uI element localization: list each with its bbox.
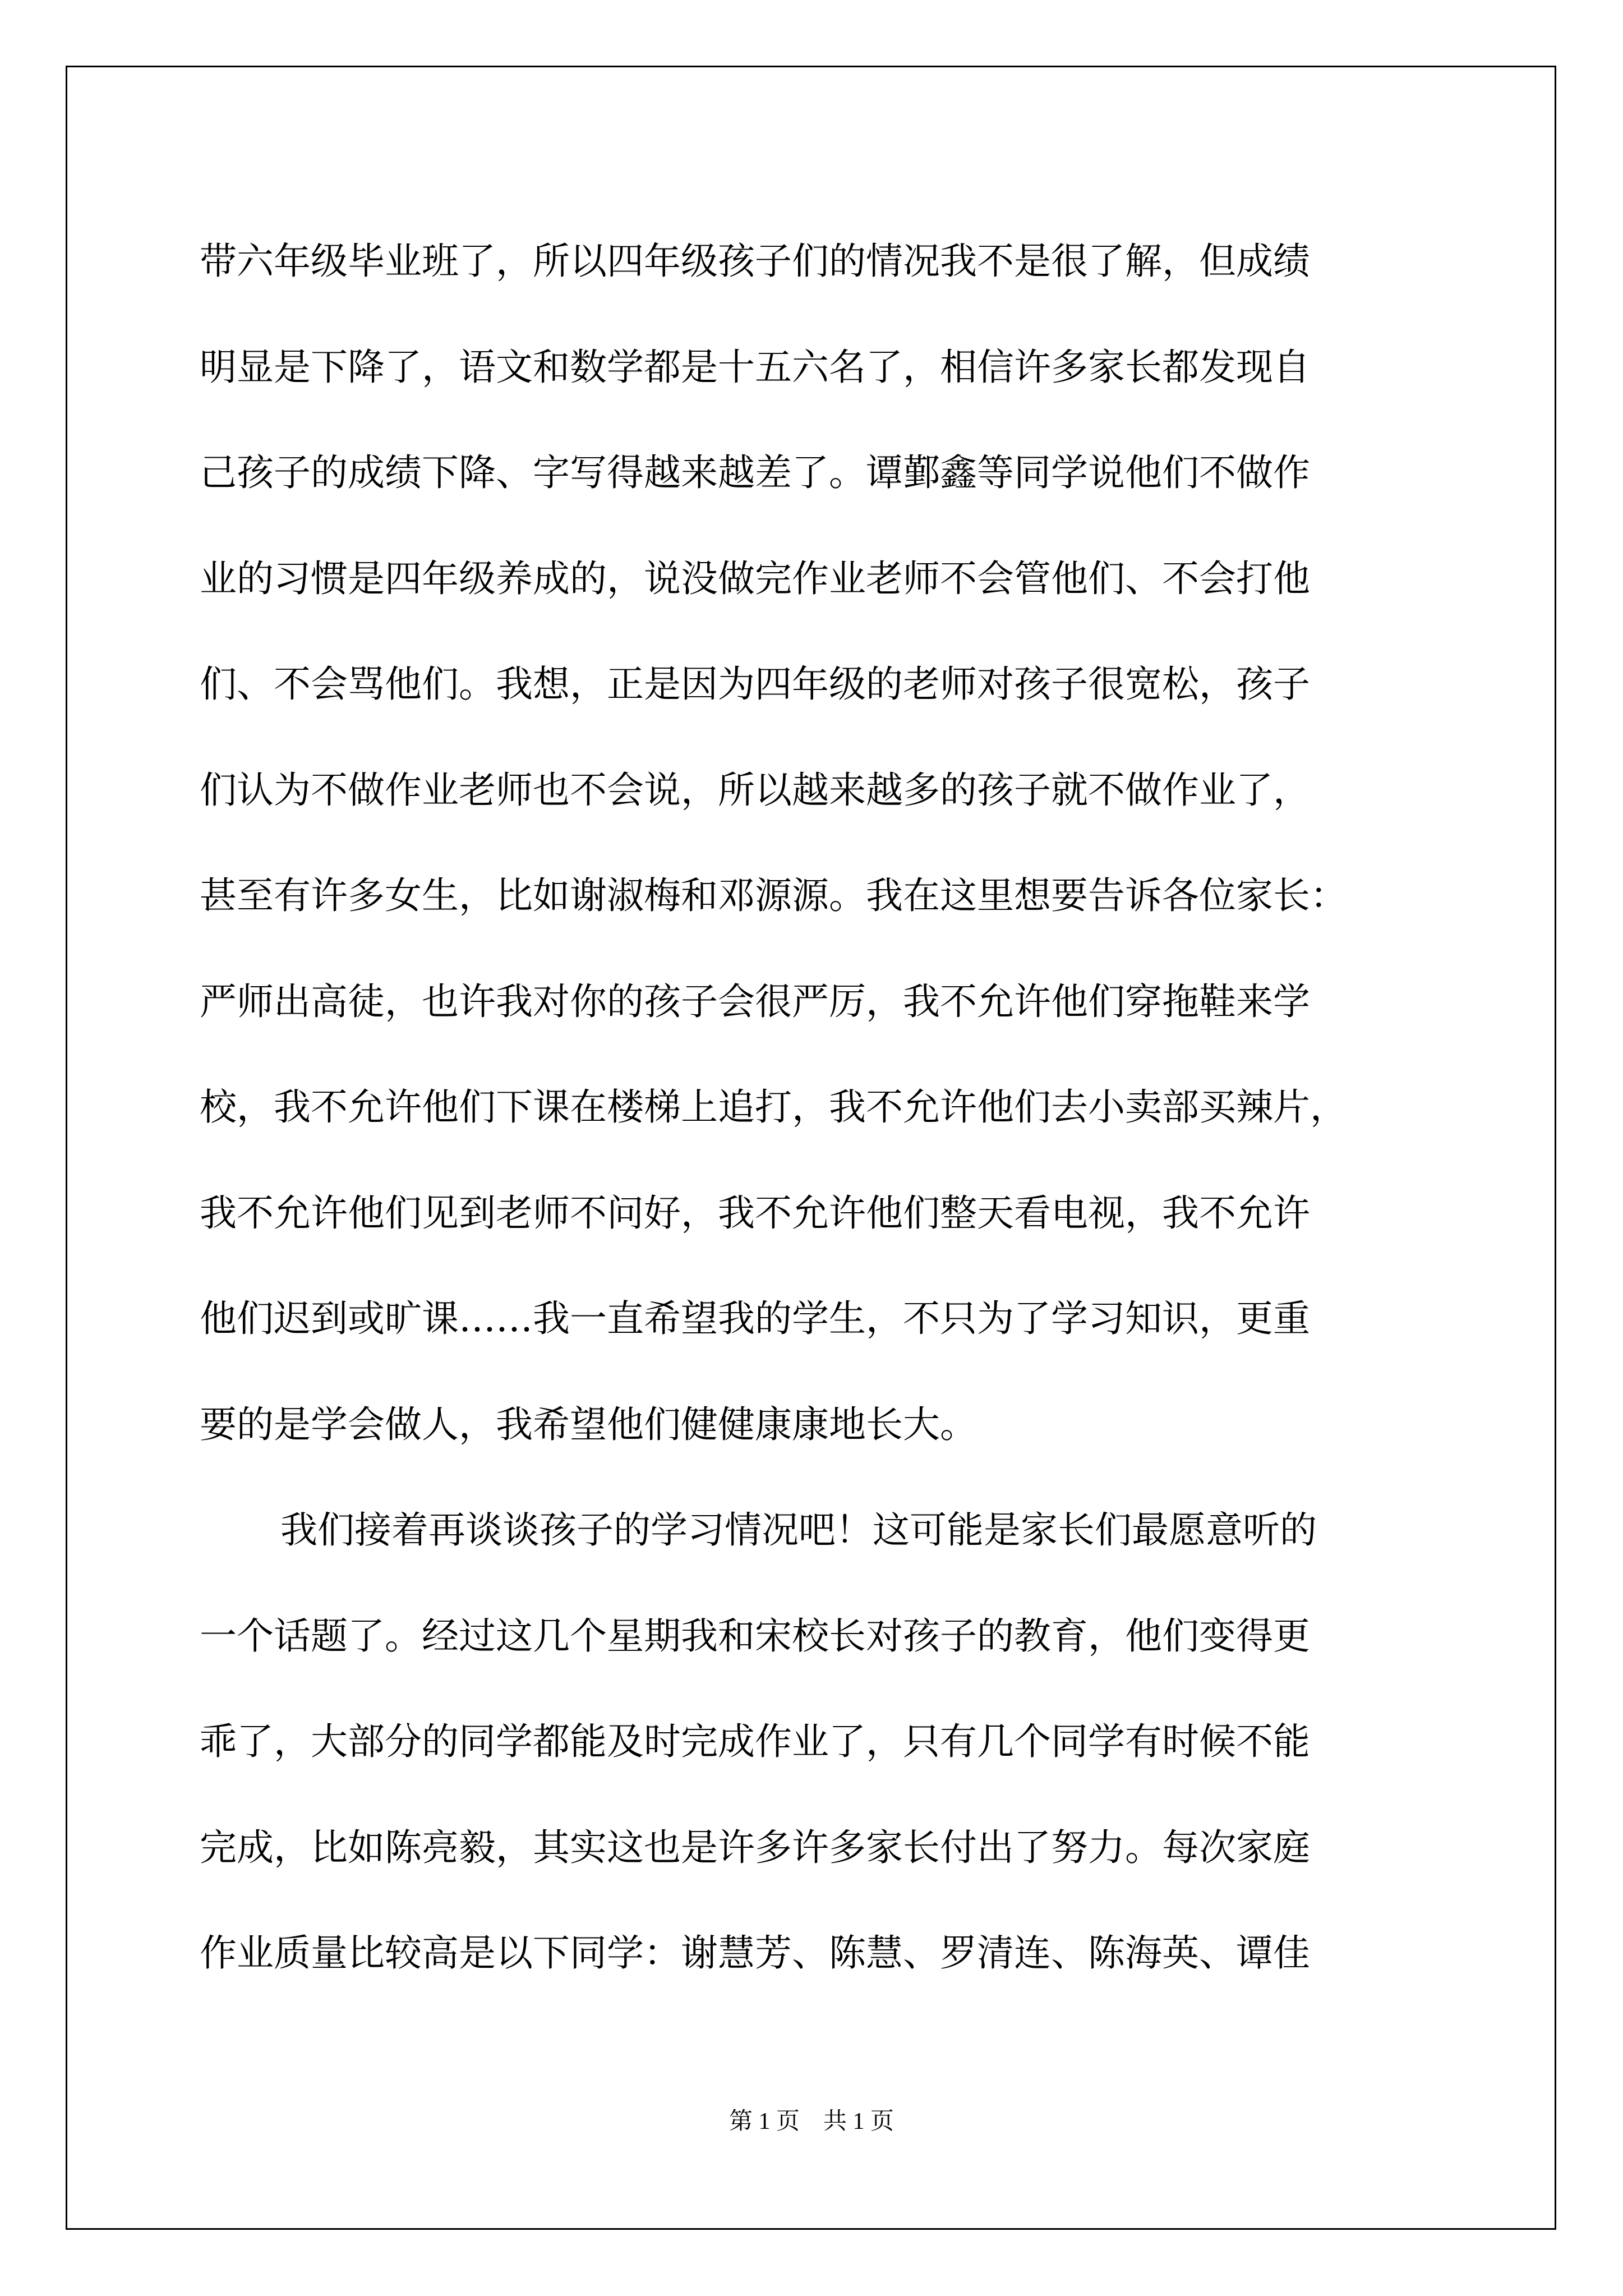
text-line: 们认为不做作业老师也不会说，所以越来越多的孩子就不做作业了， — [200, 768, 1310, 812]
text-line: 明显是下降了，语文和数学都是十五六名了，相信许多家长都发现自 — [200, 345, 1310, 389]
page-footer: 第 1 页 共 1 页 — [728, 2109, 894, 2134]
text-line: 要的是学会做人，我希望他们健健康康地长大。 — [200, 1402, 977, 1446]
text-line: 乖了，大部分的同学都能及时完成作业了，只有几个同学有时候不能 — [200, 1720, 1310, 1763]
text-line: 甚至有许多女生，比如谢淑梅和邓源源。我在这里想要告诉各位家长： — [200, 874, 1347, 917]
text-line: 校，我不允许他们下课在楼梯上追打，我不允许他们去小卖部买辣片， — [200, 1085, 1347, 1129]
text-line: 他们迟到或旷课……我一直希望我的学生，不只为了学习知识，更重 — [200, 1297, 1310, 1340]
document-body — [200, 209, 1425, 2007]
text-line: 一个话题了。经过这几个星期我和宋校长对孩子的教育，他们变得更 — [200, 1614, 1310, 1658]
text-line: 己孩子的成绩下降、字写得越来越差了。谭鄞鑫等同学说他们不做作 — [200, 451, 1310, 494]
text-line: 我们接着再谈谈孩子的学习情况吧！这可能是家长们最愿意听的 — [280, 1508, 1317, 1552]
text-line: 我不允许他们见到老师不问好，我不允许他们整天看电视，我不允许 — [200, 1191, 1310, 1235]
paragraph-2 — [200, 1478, 1425, 2007]
text-line: 作业质量比较高是以下同学：谢慧芳、陈慧、罗清连、陈海英、谭佳 — [200, 1931, 1310, 1975]
paragraph-1 — [200, 209, 1425, 1478]
text-line: 带六年级毕业班了，所以四年级孩子们的情况我不是很了解，但成绩 — [200, 240, 1310, 283]
text-line: 严师出高徒，也许我对你的孩子会很严厉，我不允许他们穿拖鞋来学 — [200, 979, 1310, 1023]
text-line: 们、不会骂他们。我想，正是因为四年级的老师对孩子很宽松，孩子 — [200, 662, 1310, 706]
text-line: 业的习惯是四年级养成的，说没做完作业老师不会管他们、不会打他 — [200, 556, 1310, 600]
text-line: 完成，比如陈亮毅，其实这也是许多许多家长付出了努力。每次家庭 — [200, 1825, 1310, 1869]
